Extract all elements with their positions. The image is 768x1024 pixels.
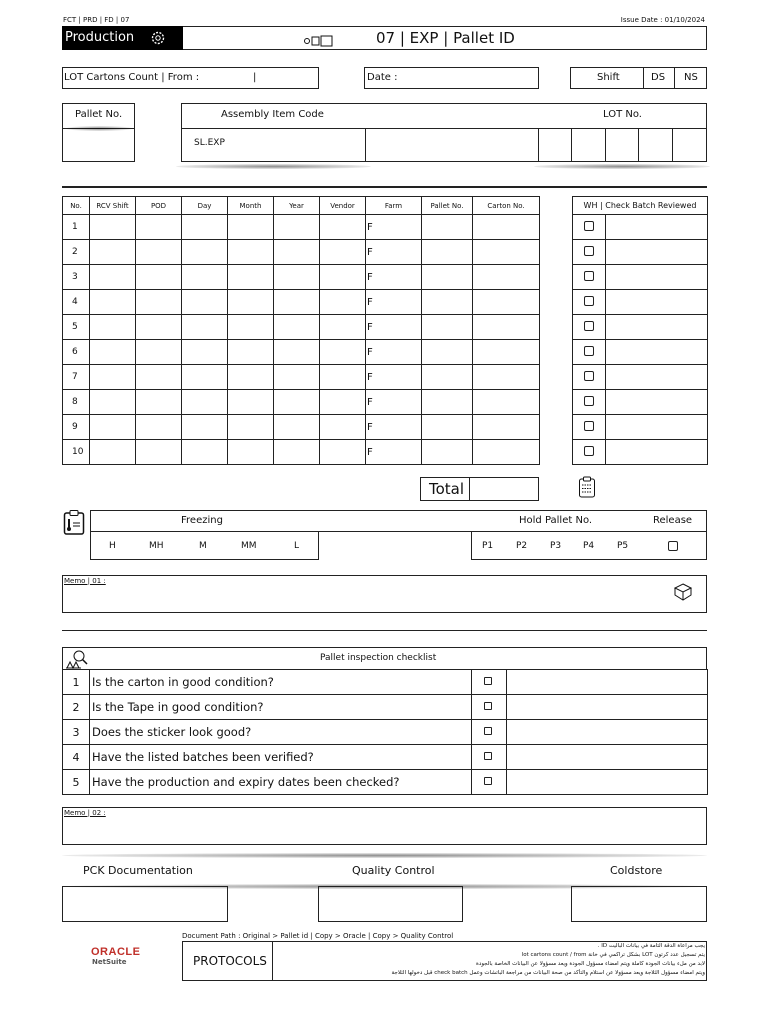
data-cell[interactable] [136,290,182,315]
checklist-row [63,720,708,745]
pallet-no-label: Pallet No. [75,109,123,120]
data-cell[interactable] [422,215,473,240]
farm-cell[interactable]: F [366,340,422,365]
freezing-level-l[interactable]: L [294,541,300,551]
shift-box [570,67,707,89]
footer-note: يجب مراعاة الدقة التامة في بيانات الباليت ID . [597,943,705,949]
assembly-label: Assembly Item Code [221,109,324,120]
check-cell [573,365,606,390]
freezing-label: Freezing [181,515,223,526]
check-row [573,265,708,290]
data-cell[interactable] [422,340,473,365]
row-number: 2 [63,240,90,265]
memo-01-box[interactable] [62,575,707,613]
check-cell [573,290,606,315]
lot-no-label: LOT No. [603,109,642,120]
shift-label: Shift [597,72,620,83]
checklist-number: 5 [63,770,90,795]
data-cell[interactable] [182,240,228,265]
check-note-cell[interactable] [606,315,708,340]
data-cell[interactable] [274,265,320,290]
checklist-question: Have the production and expiry dates been checked? [90,770,472,795]
check-cell [573,415,606,440]
check-note-cell[interactable] [606,215,708,240]
checklist-number: 4 [63,745,90,770]
pallet-icon [303,32,333,51]
protocols-label: PROTOCOLS [193,954,267,968]
farm-cell[interactable]: F [366,215,422,240]
data-cell[interactable] [422,265,473,290]
check-row [573,340,708,365]
data-cell[interactable] [136,340,182,365]
checklist-checkbox[interactable] [484,727,492,735]
data-cell[interactable] [473,240,540,265]
check-note-cell[interactable] [606,265,708,290]
data-cell[interactable] [228,390,274,415]
hold-p5[interactable]: P5 [617,541,629,551]
row-number: 1 [63,215,90,240]
batch-reviewed-checkbox[interactable] [584,321,594,331]
lot-count-label: LOT Cartons Count | From : [64,72,200,83]
hold-p1[interactable]: P1 [482,541,494,551]
footer-notes [275,942,705,980]
release-checkbox[interactable] [668,541,678,551]
data-cell[interactable] [228,365,274,390]
data-cell[interactable] [228,340,274,365]
data-cell[interactable] [320,290,366,315]
data-cell[interactable] [320,315,366,340]
data-cell[interactable] [422,315,473,340]
hold-p2[interactable]: P2 [516,541,528,551]
data-cell[interactable] [228,315,274,340]
footer-note: ويتم امضاء مسؤول الثلاجة ويعد مسؤولا عن استلام والتأكد من صحة البيانات من مراجعة الباتشات وعمل check batch قبل دخولها الثلاجة [391,970,705,976]
table-row [63,415,540,440]
table-header-cell: RCV Shift [90,197,136,215]
table-row [63,365,540,390]
footer-note: يتم تسجيل عدد كرتون LOT بشكل تراكمي في خانة lot cartons count / from [521,952,705,958]
pallet-table [62,196,540,465]
farm-cell[interactable]: F [366,440,422,465]
data-cell[interactable] [422,290,473,315]
data-cell[interactable] [228,415,274,440]
data-cell[interactable] [90,340,136,365]
table-row [63,265,540,290]
check-row [573,440,708,465]
check-cell [573,315,606,340]
table-row [63,390,540,415]
pck-documentation-label: PCK Documentation [83,864,193,877]
batch-reviewed-checkbox[interactable] [584,296,594,306]
data-cell[interactable] [228,240,274,265]
data-cell[interactable] [274,315,320,340]
farm-cell[interactable]: F [366,240,422,265]
checklist-check-cell [472,745,507,770]
checklist-check-cell [472,770,507,795]
section-divider [62,186,707,188]
table-row [63,240,540,265]
coldstore-signature-box[interactable] [571,886,707,922]
box-package-icon [673,582,693,606]
checklist-checkbox[interactable] [484,777,492,785]
memo-01-label: Memo | 01 : [64,577,106,585]
row-number: 6 [63,340,90,365]
data-cell[interactable] [182,340,228,365]
data-cell[interactable] [228,440,274,465]
table-row [63,215,540,240]
check-cell [573,440,606,465]
table-header-cell: POD [136,197,182,215]
thermometer-clipboard-icon [63,509,85,539]
row-number: 5 [63,315,90,340]
data-cell[interactable] [422,240,473,265]
hold-p3[interactable]: P3 [550,541,562,551]
footer-note: لابد من ملء بيانات الجودة كاملة ويتم امضاء مسؤول الجودة ويعد مسؤولا عن البيانات الخاصة بالجودة [476,961,705,967]
check-cell [573,265,606,290]
hold-p4[interactable]: P4 [583,541,595,551]
lot-count-box[interactable] [62,67,319,89]
table-header-cell: Vendor [320,197,366,215]
farm-cell[interactable]: F [366,315,422,340]
farm-cell[interactable]: F [366,290,422,315]
check-cell [573,390,606,415]
checklist-note-cell[interactable] [507,745,708,770]
data-cell[interactable] [473,440,540,465]
data-cell[interactable] [228,265,274,290]
wh-check-header: WH | Check Batch Reviewed [573,197,708,215]
data-cell[interactable] [274,365,320,390]
lot-separator: | [253,72,257,83]
data-cell[interactable] [136,365,182,390]
checklist-question: Is the carton in good condition? [90,670,472,695]
batch-reviewed-checkbox[interactable] [584,246,594,256]
form-title: 07 | EXP | Pallet ID [376,29,515,47]
hold-pallet-label: Hold Pallet No. [519,515,593,526]
data-cell[interactable] [182,365,228,390]
data-cell[interactable] [90,440,136,465]
checklist-check-cell [472,670,507,695]
table-header-cell: Farm [366,197,422,215]
check-note-cell[interactable] [606,365,708,390]
farm-cell[interactable]: F [366,415,422,440]
pallet-no-box[interactable] [62,103,135,162]
freezing-level-m[interactable]: M [199,541,207,551]
row-number: 3 [63,265,90,290]
checklist-checkbox[interactable] [484,677,492,685]
data-cell[interactable] [473,265,540,290]
assembly-value[interactable]: SL.EXP [194,138,225,148]
row-number: 7 [63,365,90,390]
farm-cell[interactable]: F [366,390,422,415]
row-number: 10 [63,440,90,465]
table-row [63,315,540,340]
check-row [573,390,708,415]
freezing-level-h[interactable]: H [109,541,116,551]
check-note-cell[interactable] [606,240,708,265]
farm-cell[interactable]: F [366,265,422,290]
assembly-lot-box [181,103,707,162]
data-cell[interactable] [320,340,366,365]
shift-ds-option[interactable]: DS [651,72,666,83]
data-cell[interactable] [136,415,182,440]
checklist-question: Have the listed batches been verified? [90,745,472,770]
table-header-cell: No. [63,197,90,215]
table-header-cell: Year [274,197,320,215]
row-number: 8 [63,390,90,415]
data-cell[interactable] [136,440,182,465]
data-cell[interactable] [473,215,540,240]
shift-ns-option[interactable]: NS [684,72,698,83]
check-note-cell[interactable] [606,415,708,440]
data-cell[interactable] [182,265,228,290]
checklist-question: Does the sticker look good? [90,720,472,745]
data-cell[interactable] [90,415,136,440]
data-cell[interactable] [90,315,136,340]
gear-icon [150,30,166,50]
checklist-row [63,745,708,770]
data-cell[interactable] [90,265,136,290]
check-note-cell[interactable] [606,340,708,365]
check-row [573,290,708,315]
freezing-level-mm[interactable]: MM [241,541,257,551]
checklist-note-cell[interactable] [507,770,708,795]
oracle-logo: ORACLE [91,946,141,958]
checklist-checkbox[interactable] [484,752,492,760]
data-cell[interactable] [320,440,366,465]
data-cell[interactable] [274,440,320,465]
data-cell[interactable] [473,415,540,440]
check-note-cell[interactable] [606,290,708,315]
checklist-number: 3 [63,720,90,745]
data-cell[interactable] [90,215,136,240]
data-cell[interactable] [136,215,182,240]
freezing-header-bar [90,510,707,532]
check-row [573,365,708,390]
checklist-number: 2 [63,695,90,720]
data-cell[interactable] [90,290,136,315]
table-row [63,290,540,315]
checklist-table [62,669,708,795]
data-cell[interactable] [473,365,540,390]
total-value[interactable] [469,478,538,500]
data-cell[interactable] [182,440,228,465]
table-header-cell: Day [182,197,228,215]
batch-reviewed-checkbox[interactable] [584,446,594,456]
data-cell[interactable] [320,415,366,440]
check-note-cell[interactable] [606,390,708,415]
data-cell[interactable] [90,240,136,265]
netsuite-logo: NetSuite [92,958,127,966]
data-cell[interactable] [422,365,473,390]
memo-02-label: Memo | 02 : [64,809,106,817]
check-row [573,415,708,440]
data-cell[interactable] [320,265,366,290]
data-cell[interactable] [274,340,320,365]
checklist-checkbox[interactable] [484,702,492,710]
hold-release-box [471,531,707,560]
clipboard-icon [578,476,596,502]
data-cell[interactable] [320,365,366,390]
table-row [63,340,540,365]
check-note-cell[interactable] [606,440,708,465]
check-cell [573,240,606,265]
doc-code: FCT | PRD | FD | 07 [63,16,130,24]
data-cell[interactable] [136,315,182,340]
data-cell[interactable] [274,290,320,315]
data-cell[interactable] [182,390,228,415]
data-cell[interactable] [274,390,320,415]
batch-reviewed-checkbox[interactable] [584,396,594,406]
freezing-levels-box [90,531,319,560]
checklist-question: Is the Tape in good condition? [90,695,472,720]
data-cell[interactable] [473,340,540,365]
data-cell[interactable] [90,365,136,390]
row-number: 9 [63,415,90,440]
memo-02-box[interactable] [62,807,707,845]
data-cell[interactable] [182,290,228,315]
check-row [573,315,708,340]
checklist-row [63,770,708,795]
footer-box [182,941,707,981]
check-cell [573,340,606,365]
check-cell [573,215,606,240]
data-cell[interactable] [182,415,228,440]
batch-reviewed-checkbox[interactable] [584,271,594,281]
department-badge [62,26,183,50]
quality-control-label: Quality Control [352,864,435,877]
data-cell[interactable] [182,215,228,240]
pck-signature-box[interactable] [62,886,228,922]
release-label: Release [653,515,693,526]
checklist-title: Pallet inspection checklist [320,653,437,663]
batch-reviewed-checkbox[interactable] [584,221,594,231]
row-number: 4 [63,290,90,315]
data-cell[interactable] [136,240,182,265]
checklist-note-cell[interactable] [507,695,708,720]
table-header-cell: Month [228,197,274,215]
batch-reviewed-checkbox[interactable] [584,421,594,431]
batch-reviewed-checkbox[interactable] [584,371,594,381]
qc-signature-box[interactable] [318,886,463,922]
check-row [573,215,708,240]
section-divider-2 [62,630,707,631]
data-cell[interactable] [136,390,182,415]
table-header-cell: Carton No. [473,197,540,215]
data-cell[interactable] [473,315,540,340]
data-cell[interactable] [228,290,274,315]
data-cell[interactable] [90,390,136,415]
data-cell[interactable] [274,415,320,440]
coldstore-label: Coldstore [610,864,663,877]
data-cell[interactable] [320,240,366,265]
batch-reviewed-checkbox[interactable] [584,346,594,356]
checklist-header [62,647,707,670]
checklist-check-cell [472,720,507,745]
check-row [573,240,708,265]
issue-date: Issue Date : 01/10/2024 [620,16,705,24]
wh-check-table [572,196,708,465]
data-cell[interactable] [274,215,320,240]
data-cell[interactable] [274,240,320,265]
checklist-note-cell[interactable] [507,670,708,695]
data-cell[interactable] [320,215,366,240]
freezing-level-mh[interactable]: MH [149,541,164,551]
checklist-row [63,695,708,720]
data-cell[interactable] [182,315,228,340]
data-cell[interactable] [136,265,182,290]
document-path: Document Path : Original > Pallet id | Copy > Oracle | Copy > Quality Control [182,932,454,940]
data-cell[interactable] [422,390,473,415]
checklist-note-cell[interactable] [507,720,708,745]
farm-cell[interactable]: F [366,365,422,390]
data-cell[interactable] [320,390,366,415]
data-cell[interactable] [422,415,473,440]
date-box[interactable] [364,67,539,89]
date-label: Date : [367,72,398,83]
checklist-check-cell [472,695,507,720]
checklist-row [63,670,708,695]
table-header-cell: Pallet No. [422,197,473,215]
total-label: Total [429,480,465,498]
table-row [63,440,540,465]
department-label: Production [65,30,135,45]
data-cell[interactable] [422,440,473,465]
data-cell[interactable] [228,215,274,240]
checklist-number: 1 [63,670,90,695]
data-cell[interactable] [473,390,540,415]
data-cell[interactable] [473,290,540,315]
